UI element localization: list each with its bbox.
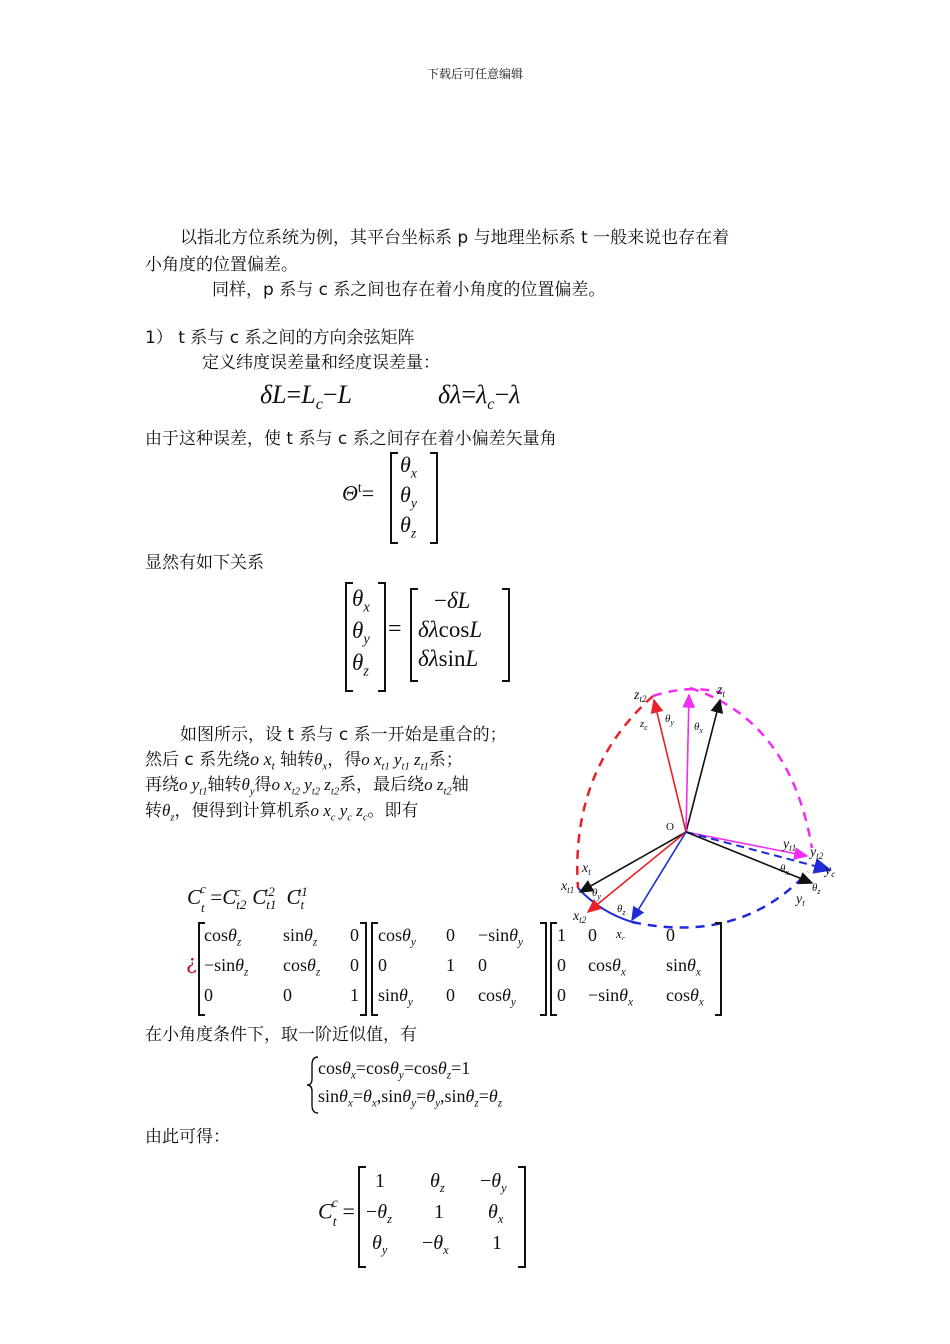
- matrix-bracket-right: [540, 922, 547, 1016]
- rel-dl-cosL: δλcosL: [418, 617, 483, 642]
- small-angle-text: 在小角度条件下，取一阶近似值，有: [145, 1025, 417, 1045]
- label-theta-z: $\theta_z$: [812, 882, 821, 896]
- cf-neg-theta-x: $-\theta_x$: [422, 1232, 449, 1257]
- cf-theta-y: $\theta_y$: [372, 1232, 388, 1257]
- matrix-bracket-right: [502, 588, 510, 682]
- fig-para-2d: 系；: [428, 750, 463, 770]
- cf-theta-x: $\theta_x$: [488, 1201, 504, 1226]
- m1-zero: 0: [283, 985, 292, 1005]
- intro-line-2: 小角度的位置偏差。: [145, 255, 298, 275]
- cf-one: 1: [375, 1170, 385, 1192]
- label-xt2: $x_{t2}$: [573, 909, 587, 925]
- sym-theta-y: $\theta_y$: [241, 775, 255, 798]
- label-theta-z-2: $\theta_z$: [617, 903, 626, 917]
- matrix-bracket-right: [378, 582, 386, 692]
- blue-dashed-arc: [632, 872, 808, 928]
- sys-oxyz-t2: o $x_{t2}$ $y_{t2}$ $z_{t2}$: [271, 775, 340, 798]
- inverted-question-mark: ¿: [186, 950, 197, 974]
- matrix-bracket-right: [518, 1166, 526, 1268]
- fig-para-3b: 轴转: [207, 775, 242, 795]
- define-text: 定义纬度误差量和经度误差量：: [202, 353, 440, 373]
- yt-vector: [686, 832, 812, 883]
- m3-neg-sin-tx: −sinθ$_x$: [588, 985, 633, 1009]
- rotation-diagram: [555, 680, 855, 940]
- magenta-dashed-arc-right: [690, 688, 812, 848]
- matrix-bracket-left: [550, 922, 557, 1016]
- fig-para-4b: ，便得到计算机系: [174, 801, 311, 821]
- sys-oxyz-t1: o $x_{t1}$ $y_{t1}$ $z_{t1}$: [361, 750, 429, 773]
- axis-ozt2: o $z_{t2}$: [424, 775, 452, 798]
- eq-delta-lambda: $\delta\lambda=\lambda_c-\lambda$: [438, 380, 521, 414]
- matrix-bracket-right: [715, 922, 722, 1016]
- cf-one: 1: [492, 1232, 502, 1254]
- rel-theta-x: $\theta_x$: [352, 586, 370, 616]
- m2-neg-sin-ty: −sinθ$_y$: [478, 925, 523, 949]
- m2-cos-ty-2: cosθ$_y$: [478, 985, 516, 1009]
- label-theta-x-2: $\theta_x$: [780, 863, 789, 877]
- section-heading: 1） t 系与 c 系之间的方向余弦矩阵: [145, 328, 415, 348]
- axis-oyt1: o $y_{t1}$: [179, 775, 208, 798]
- magenta-dashed-arc-top: [653, 689, 722, 696]
- matrix-bracket-right: [360, 922, 367, 1016]
- axis-oxt: o $x_t$: [250, 749, 275, 773]
- m1-sin-tz: sinθ$_z$: [283, 925, 318, 949]
- m2-zero: 0: [378, 955, 387, 975]
- vec-theta-x: $\theta_x$: [400, 452, 417, 481]
- fig-para-4c: 。即有: [367, 801, 419, 821]
- obvious-text: 显然有如下关系: [145, 553, 264, 573]
- cf-one: 1: [434, 1201, 444, 1223]
- label-xt1: $x_{t1}$: [561, 879, 575, 895]
- label-theta-x: $\theta_x$: [694, 721, 703, 735]
- m1-neg-sin-tz: −sinθ$_z$: [204, 955, 249, 979]
- theta-t-label: $\Theta^t=$: [342, 480, 375, 506]
- m2-zero: 0: [446, 985, 455, 1005]
- rel-theta-z: $\theta_z$: [352, 650, 369, 680]
- fig-para-4a: 转: [145, 801, 162, 821]
- final-ctc-label: $C_t^c$ =: [318, 1194, 355, 1230]
- header-watermark: 下载后可任意编辑: [426, 67, 523, 81]
- matrix-bracket-left: [358, 1166, 366, 1268]
- fig-para-2c: ，得: [327, 750, 362, 770]
- label-theta-y: $\theta_y$: [665, 713, 674, 727]
- label-yt2: $y_{t2}$: [810, 845, 824, 861]
- zt1-vector: [686, 695, 689, 832]
- reason-text: 由于这种误差，使 t 系与 c 系之间存在着小偏差矢量角: [145, 429, 557, 449]
- m3-cos-tx-2: cosθ$_x$: [666, 985, 704, 1009]
- eq-delta-L: $\delta L=L_c-L$: [260, 380, 352, 414]
- fig-para-3c: 得: [254, 775, 272, 795]
- m1-zero: 0: [204, 985, 213, 1005]
- label-zt: $z_t$: [717, 683, 725, 699]
- m3-zero: 0: [557, 955, 566, 975]
- m1-cos-tz: cosθ$_z$: [204, 925, 242, 949]
- m1-zero: 0: [350, 955, 359, 975]
- cf-neg-theta-z: $-\theta_z$: [366, 1201, 392, 1226]
- approx-cos: cosθ$_x$=cosθ$_y$=cosθ$_z$=1: [318, 1058, 471, 1082]
- m3-zero: 0: [557, 985, 566, 1005]
- m3-sin-tx: sinθ$_x$: [666, 955, 701, 979]
- label-origin: O: [666, 821, 674, 833]
- m3-one: 1: [557, 925, 566, 945]
- label-theta-y-2: $\theta_y$: [592, 887, 601, 901]
- sym-theta-z: $\theta_z$: [162, 801, 175, 824]
- m2-sin-ty: sinθ$_y$: [378, 985, 413, 1009]
- m2-zero: 0: [478, 955, 487, 975]
- m1-zero: 0: [350, 925, 359, 945]
- matrix-bracket-right: [430, 452, 438, 544]
- yc-vector: [686, 832, 830, 870]
- label-yt: $y_t$: [796, 892, 805, 908]
- m3-cos-tx: cosθ$_x$: [588, 955, 626, 979]
- rel-minus-deltaL: −δL: [434, 588, 471, 613]
- label-zt2: $z_{t2}$: [634, 688, 647, 704]
- fig-para-3e: 轴: [451, 775, 469, 795]
- fig-para-3a: 再绕: [145, 775, 179, 795]
- zt-vector: [686, 700, 720, 832]
- thus-text: 由此可得：: [145, 1127, 230, 1147]
- m2-cos-ty: cosθ$_y$: [378, 925, 416, 949]
- label-zc: $z_c$: [640, 718, 648, 732]
- m1-cos-tz-2: cosθ$_z$: [283, 955, 321, 979]
- label-yt1: $y_{t1}$: [783, 837, 797, 853]
- intro-line-3: 同样，p 系与 c 系之间也存在着小角度的位置偏差。: [212, 280, 606, 300]
- cf-neg-theta-y: $-\theta_y$: [480, 1170, 507, 1195]
- equals-sign: =: [388, 616, 402, 642]
- cf-theta-z: $\theta_z$: [430, 1170, 445, 1195]
- fig-para-1: 如图所示，设 t 系与 c 系一开始是重合的；: [180, 725, 507, 745]
- sys-oxyz-c: o $x_c$ $y_c$ $z_c$: [310, 801, 368, 824]
- m2-zero: 0: [446, 925, 455, 945]
- vec-theta-y: $\theta_y$: [400, 482, 417, 511]
- xt2-vector: [588, 832, 686, 912]
- eq-ctc-product: $C_t^c =C_{t2}^c$ $C_{t1}^{t2}$ $C_t^{t1}$: [187, 881, 308, 915]
- m3-zero: 0: [588, 925, 597, 945]
- xc-vector: [632, 832, 686, 920]
- m2-one: 1: [446, 955, 455, 975]
- vec-theta-z: $\theta_z$: [400, 512, 417, 541]
- matrix-bracket-left: [371, 922, 378, 1016]
- fig-para-4: [145, 798, 419, 831]
- fig-para-2a: 然后 c 系先绕: [145, 750, 251, 770]
- label-yc: $y_c$: [825, 863, 836, 879]
- label-xt: $x_t$: [582, 861, 591, 877]
- rel-dl-sinL: δλsinL: [418, 646, 479, 671]
- matrix-bracket-left: [410, 588, 418, 682]
- fig-para-2b: 轴转: [280, 750, 315, 770]
- matrix-bracket-left: [390, 452, 398, 544]
- xt1-vector: [580, 832, 686, 892]
- label-xc: $x_c$: [616, 926, 626, 940]
- m1-one: 1: [350, 985, 359, 1005]
- intro-line-1: 以指北方位系统为例，其平台坐标系 p 与地理坐标系 t 一般来说也存在着: [180, 228, 730, 248]
- m3-zero: 0: [666, 925, 675, 945]
- approx-sin: $\sin\theta_x=\theta_x,\sin\theta_y=\theta_y,\sin\theta_z=\theta_z$: [318, 1086, 503, 1110]
- fig-para-3d: 系，最后绕: [339, 775, 425, 795]
- sym-theta-x: $\theta_x$: [314, 750, 328, 773]
- rel-theta-y: $\theta_y$: [352, 618, 370, 648]
